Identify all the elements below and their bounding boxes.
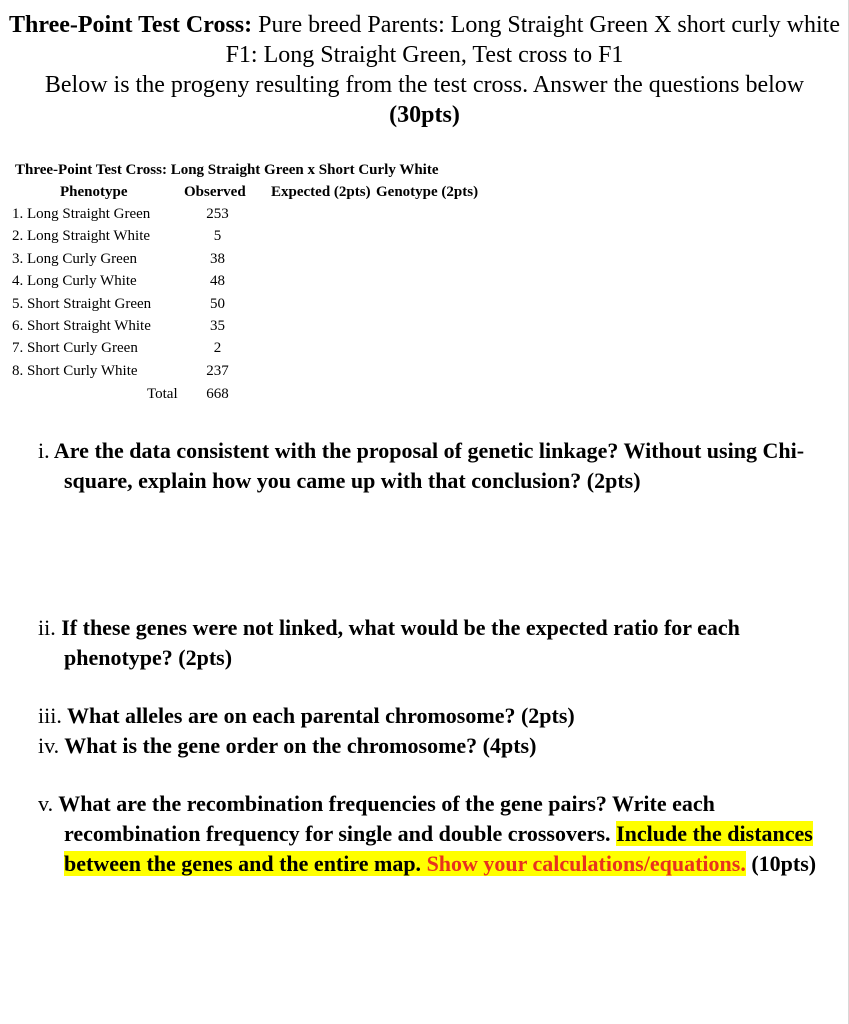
- phenotype-cell: 7. Short Curly Green: [12, 340, 138, 357]
- points-line: (30pts): [389, 102, 460, 128]
- question-ii: [38, 613, 828, 673]
- question-number: ii.: [38, 615, 56, 640]
- table-row: [0, 249, 300, 271]
- phenotype-cell: 8. Short Curly White: [12, 362, 138, 379]
- question-i: [38, 436, 828, 496]
- observed-cell: 50: [210, 295, 225, 312]
- phenotype-cell: 1. Long Straight Green: [12, 206, 151, 222]
- table-row: [0, 226, 300, 248]
- table-total-row: [0, 384, 300, 404]
- observed-cell: 237: [206, 362, 229, 379]
- question-text: What alleles are on each parental chromosome? (2pts): [66, 703, 575, 728]
- table-header-row: [0, 182, 520, 202]
- total-label: Total: [147, 386, 178, 402]
- question-text: If these genes were not linked, what would be the expected ratio for each phenotype? (2pts): [61, 615, 740, 670]
- table-row: [0, 204, 300, 226]
- table-row: [0, 271, 300, 293]
- phenotype-cell: 2. Long Straight White: [12, 228, 151, 245]
- phenotype-cell: 6. Short Straight White: [12, 317, 151, 334]
- observed-cell: 38: [210, 250, 225, 267]
- table-row: [0, 294, 300, 316]
- question-text: What is the gene order on the chromosome? (4pts): [64, 733, 537, 758]
- observed-cell: 48: [210, 273, 225, 290]
- question-number: v.: [38, 791, 54, 816]
- question-text: Are the data consistent with the proposal of genetic linkage? Without using Chi-square, explain how you came up with that conclusion? (2pts): [53, 438, 805, 493]
- question-iv: [38, 731, 828, 761]
- phenotype-cell: 5. Short Straight Green: [12, 295, 152, 312]
- col-header-phenotype: Phenotype: [60, 184, 128, 200]
- table-row: [0, 338, 300, 360]
- document-header: [0, 10, 849, 130]
- observed-cell: 2: [213, 340, 222, 357]
- phenotype-cell: 4. Long Curly White: [12, 273, 137, 290]
- table-row: [0, 361, 300, 383]
- total-value: 668: [206, 386, 229, 402]
- title-bold: Three-Point Test Cross:: [9, 12, 253, 38]
- col-header-observed: Observed: [184, 184, 246, 200]
- phenotype-cell: 3. Long Curly Green: [12, 250, 137, 267]
- table-body: [0, 204, 300, 383]
- title-rest: Pure breed Parents: Long Straight Green X short curly white: [252, 12, 840, 38]
- question-number: iii.: [38, 703, 62, 728]
- table-title: Three-Point Test Cross: Long Straight Green x Short Curly White: [15, 162, 439, 178]
- col-header-genotype: Genotype (2pts): [376, 184, 479, 200]
- highlight-instruction: Include the distances between the genes and the entire map.: [64, 821, 813, 876]
- observed-cell: 5: [213, 228, 222, 245]
- red-instruction: Show your calculations/equations.: [426, 851, 746, 876]
- question-number: i.: [38, 438, 50, 463]
- col-header-expected: Expected (2pts): [271, 184, 371, 200]
- question-points: (10pts): [745, 851, 817, 876]
- table-row: [0, 316, 300, 338]
- observed-cell: 253: [206, 206, 229, 222]
- f1-line: F1: Long Straight Green, Test cross to F1: [225, 42, 624, 68]
- question-iii: [38, 701, 828, 731]
- instruction-line: Below is the progeny resulting from the test cross. Answer the questions below: [44, 72, 805, 98]
- question-number: iv.: [38, 733, 60, 758]
- header-title-line: [0, 10, 849, 40]
- question-v: [38, 789, 828, 879]
- observed-cell: 35: [210, 317, 225, 334]
- question-text: What are the recombination frequencies of the gene pairs? Write each recombination frequency for single and double crossovers.: [58, 791, 715, 846]
